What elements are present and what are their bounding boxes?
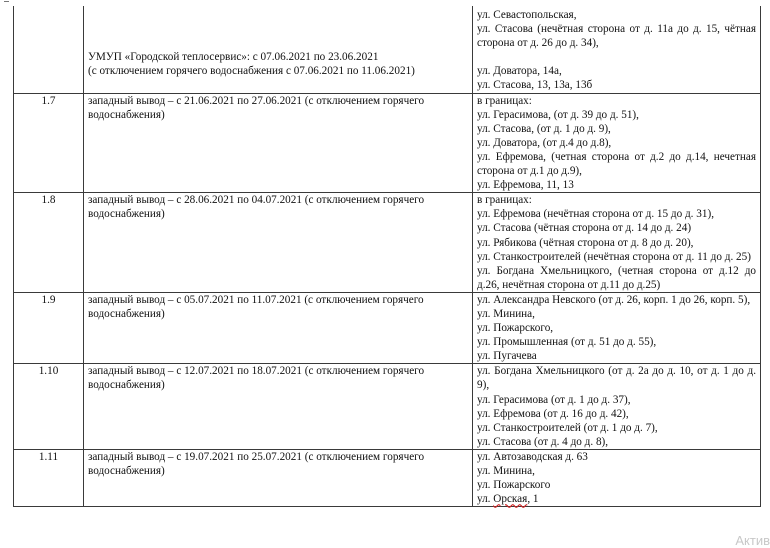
period-text: (с отключением горячего водоснабжения с 07.06.2021 по 11.06.2021) [88,65,415,78]
outage-period-cell [84,6,473,93]
street-line: ул. Ефремова, 11, 13 [477,179,574,192]
street-line: ул. Ефремова (нечётная сторона от д. 15 до д. 31), [477,208,714,221]
period-text: западный вывод – с 19.07.2021 по 25.07.2021 (с отключением горячего водоснабжения) [88,450,425,477]
affected-streets-cell [473,6,761,93]
street-line: ул. Герасимова, (от д. 39 до д. 51), [477,108,639,121]
street-line: ул. Пожарского [477,479,551,492]
street-line: ул. Минина, [477,465,535,477]
street-line: ул. Александра Невского (от д. 26, корп. 1 до 26, корп. 5), [477,293,751,306]
table-row [14,364,761,450]
street-line: ул. Автозаводская д. 63 [477,450,588,463]
street-line: ул. Ефремова, (четная сторона от д.2 до д.14, нечетная сторона от д.1 до д.9), [477,150,756,178]
row-number: 1.8 [14,193,84,293]
row-number: 1.10 [14,364,84,450]
street-line: ул. Стасова, (от д. 1 до д. 9), [477,122,611,135]
street-line: ул. Стасова (от д. 4 до д. 8), [477,435,609,448]
period-text: УМУП «Городской теплосервис»: с 07.06.2021 по 23.06.2021 [88,51,379,64]
street-line: ул. Стасова (нечётная сторона от д. 11а до д. 15, чётная сторона от д. 26 до д. 34), [477,23,756,50]
outage-period-cell [84,193,473,293]
row-number: 1.9 [14,292,84,363]
outage-schedule-table [13,6,761,507]
table-row [14,449,761,506]
street-line: ул. Рябикова (чётная сторона от д. 8 до д. 20), [477,236,694,249]
outage-period-cell [84,364,473,450]
period-text: западный вывод – с 28.06.2021 по 04.07.2021 (с отключением горячего водоснабжения) [88,194,425,221]
street-line: ул. Станкостроителей (нечётная сторона от д. 11 до д. 25) [477,250,751,263]
table-row [14,6,761,93]
affected-streets-cell [473,292,761,363]
outage-period-cell [84,93,473,193]
street-line: в границах: [477,194,532,207]
table-row [14,292,761,363]
table-row [14,193,761,293]
street-line: ул. Станкостроителей (от д. 1 до д. 7), [477,421,658,434]
outage-period-cell [84,449,473,506]
period-text: западный вывод – с 05.07.2021 по 11.07.2021 (с отключением горячего водоснабжения) [88,293,424,320]
row-number [14,6,84,93]
spellcheck-mark: Орская [493,493,528,506]
affected-streets-cell [473,364,761,450]
schedule-table-body [14,6,761,507]
activation-watermark: Актив [735,533,770,548]
affected-streets-cell [473,93,761,193]
street-line: ул. Стасова, 13, 13а, 13б [477,79,593,92]
street-line: ул. Богдана Хмельницкого (от д. 2а до д. 10, от д. 1 до д. 9), [477,365,756,392]
street-line: ул. Промышленная (от д. 51 до д. 55), [477,336,657,349]
period-text [88,36,468,50]
row-number: 1.11 [14,449,84,506]
street-line: ул. Пугачева [477,350,537,363]
period-text: западный вывод – с 21.06.2021 по 27.06.2021 (с отключением горячего водоснабжения) [88,94,425,121]
street-line: ул. Богдана Хмельницкого, (четная сторона от д.12 до д.26, нечётная сторона от д.11 до д.25) [477,264,756,291]
period-text: западный вывод – с 12.07.2021 по 18.07.2021 (с отключением горячего водоснабжения) [88,365,425,392]
street-line: ул. Пожарского, [477,322,554,335]
affected-streets-cell [473,449,761,506]
street-line: ул. Доватора, (от д.4 до д.8), [477,136,612,149]
period-text [88,8,468,22]
row-number: 1.7 [14,93,84,193]
street-line: ул. Минина, [477,307,535,320]
table-row [14,93,761,193]
period-text [88,22,468,36]
page-corner-mark [4,0,9,2]
street-line: ул. Стасова (чётная сторона от д. 14 до д. 24) [477,222,692,235]
street-line: ул. Герасимова (от д. 1 до д. 37), [477,393,631,406]
street-line: в границах: [477,94,532,107]
affected-streets-cell [473,193,761,293]
outage-period-cell [84,292,473,363]
street-line: ул. Ефремова (от д. 16 до д. 42), [477,407,629,420]
street-line [477,50,756,64]
street-line: ул. Доватора, 14а, [477,65,562,78]
street-line: ул. Орская, 1 [477,493,539,506]
street-line: ул. Севастопольская, [477,9,577,21]
